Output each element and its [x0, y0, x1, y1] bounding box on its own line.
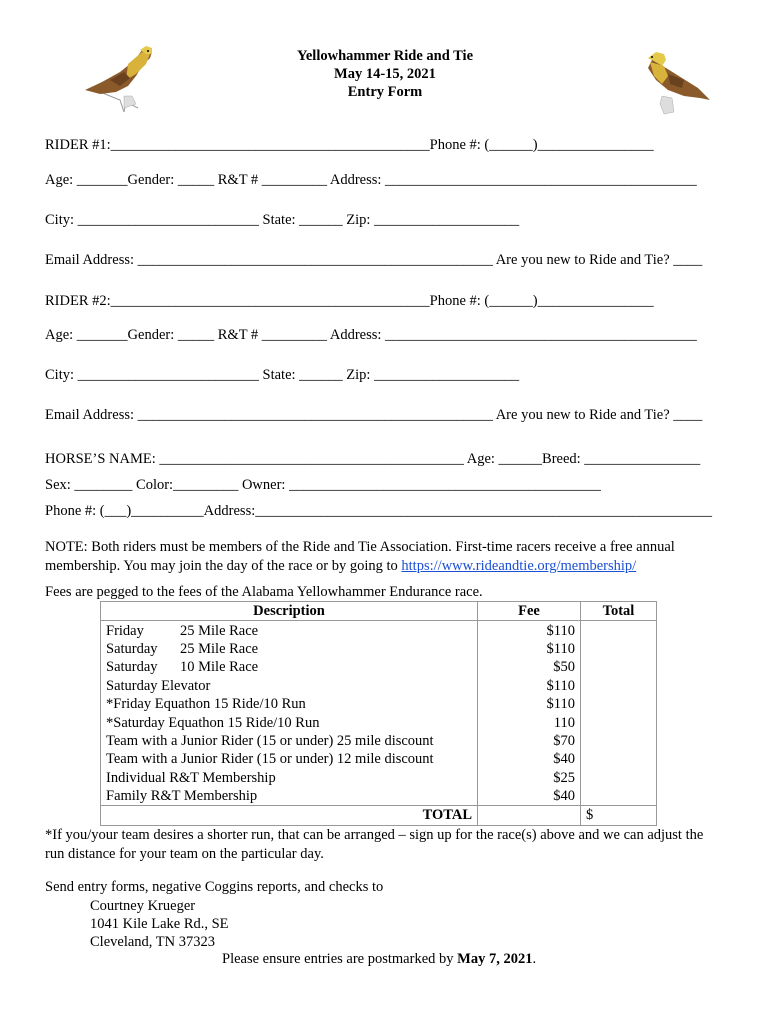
- rider1-age-gender-address-field[interactable]: Age: _______Gender: _____ R&T # _________ Address: ___________________________________________: [45, 172, 697, 188]
- fee-row: [101, 750, 657, 768]
- fee-row: [101, 769, 657, 787]
- total-fee-blank: [478, 806, 581, 825]
- postmark-end: .: [532, 951, 537, 967]
- fee-day: Saturday: [106, 659, 158, 676]
- fee-amount: $50: [478, 658, 581, 676]
- fee-amount: $110: [478, 621, 581, 640]
- form-title: Yellowhammer Ride and Tie: [296, 48, 474, 64]
- fee-day: Individual R&T Membership: [106, 769, 276, 786]
- fee-row: [101, 732, 657, 750]
- fee-total-cell[interactable]: [581, 695, 657, 713]
- fee-amount: $110: [478, 695, 581, 713]
- fee-day: Saturday: [106, 640, 158, 657]
- rider1-email-field[interactable]: Email Address: _________________________________________________ Are you new to Ride and Tie? ____: [45, 252, 703, 268]
- fee-race: 25 Mile Race: [180, 622, 259, 639]
- horse-name-age-breed-field[interactable]: HORSE’S NAME: __________________________________________ Age: ______Breed: ________________: [45, 451, 701, 467]
- fees-intro: Fees are pegged to the fees of the Alabama Yellowhammer Endurance race.: [45, 584, 483, 600]
- fee-total-cell[interactable]: [581, 677, 657, 695]
- fee-total-cell[interactable]: [581, 658, 657, 676]
- fee-total-cell[interactable]: [581, 713, 657, 731]
- fee-header: Fee: [478, 602, 581, 621]
- fees-table: [100, 601, 657, 826]
- fee-row: [101, 677, 657, 695]
- membership-note-text: NOTE: Both riders must be members of the Ride and Tie Association. First-time racers receive a free annual membership. You may join the day of the race or by going to: [45, 539, 675, 574]
- fee-description: [101, 750, 478, 768]
- horse-owner-phone-address-field[interactable]: Phone #: (___)__________Address:_______________________________________________________________: [45, 503, 712, 519]
- total-value-field[interactable]: $: [581, 806, 657, 825]
- rider2-name-phone-field[interactable]: RIDER #2:____________________________________________Phone #: (______)________________: [45, 293, 654, 309]
- fee-description: [101, 658, 478, 676]
- fee-amount: $70: [478, 732, 581, 750]
- form-subtitle: Entry Form: [347, 84, 423, 100]
- fee-total-cell[interactable]: [581, 769, 657, 787]
- fee-row: [101, 787, 657, 806]
- fee-row: [101, 658, 657, 676]
- fee-description: [101, 695, 478, 713]
- total-label: TOTAL: [101, 806, 478, 825]
- horse-sex-color-owner-field[interactable]: Sex: ________ Color:_________ Owner: ___________________________________________: [45, 477, 601, 493]
- fee-description: [101, 769, 478, 787]
- membership-note: [45, 538, 725, 576]
- fee-day: Team with a Junior Rider (15 or under) 25 mile discount: [106, 732, 434, 749]
- fees-total-row: [101, 806, 657, 825]
- membership-link[interactable]: https://www.rideandtie.org/membership/: [401, 558, 637, 574]
- event-dates: May 14-15, 2021: [334, 66, 436, 82]
- fee-row: [101, 621, 657, 640]
- fee-total-cell[interactable]: [581, 750, 657, 768]
- total-header: Total: [581, 602, 657, 621]
- fee-row: [101, 713, 657, 731]
- rider2-age-gender-address-field[interactable]: Age: _______Gender: _____ R&T # _________ Address: ___________________________________________: [45, 327, 697, 343]
- postmark-text: Please ensure entries are postmarked by: [222, 951, 458, 967]
- rider1-city-state-zip-field[interactable]: City: _________________________ State: ______ Zip: ____________________: [45, 212, 520, 228]
- fee-amount: $40: [478, 750, 581, 768]
- fee-day: Saturday Elevator: [106, 677, 211, 694]
- fee-amount: $110: [478, 640, 581, 658]
- fee-race: 10 Mile Race: [180, 659, 259, 676]
- fee-amount: 110: [478, 713, 581, 731]
- mailing-city: Cleveland, TN 37323: [90, 934, 215, 950]
- rider1-name-phone-field[interactable]: RIDER #1:____________________________________________Phone #: (______)________________: [45, 137, 654, 153]
- fee-description: [101, 621, 478, 640]
- fees-table-header: [101, 602, 657, 621]
- fee-day: Friday: [106, 622, 144, 639]
- fee-description: [101, 787, 478, 806]
- fee-row: [101, 640, 657, 658]
- rider2-email-field[interactable]: Email Address: _________________________________________________ Are you new to Ride and Tie? ____: [45, 407, 703, 423]
- fee-description: [101, 640, 478, 658]
- fee-description: [101, 732, 478, 750]
- mailing-intro: Send entry forms, negative Coggins reports, and checks to: [45, 879, 384, 895]
- fee-day: Team with a Junior Rider (15 or under) 12 mile discount: [106, 751, 434, 768]
- rider2-city-state-zip-field[interactable]: City: _________________________ State: ______ Zip: ____________________: [45, 367, 520, 383]
- fee-amount: $40: [478, 787, 581, 806]
- mailing-street: 1041 Kile Lake Rd., SE: [90, 916, 229, 932]
- fee-total-cell[interactable]: [581, 787, 657, 806]
- fee-row: [101, 695, 657, 713]
- fee-total-cell[interactable]: [581, 732, 657, 750]
- fee-total-cell[interactable]: [581, 621, 657, 640]
- fee-race: 25 Mile Race: [180, 640, 259, 657]
- fee-total-cell[interactable]: [581, 640, 657, 658]
- fee-amount: $110: [478, 677, 581, 695]
- fee-description: [101, 713, 478, 731]
- fee-day: *Saturday Equathon 15 Ride/10 Run: [106, 714, 320, 731]
- postmark-deadline: [222, 951, 536, 968]
- postmark-date: May 7, 2021: [457, 951, 533, 967]
- fee-amount: $25: [478, 769, 581, 787]
- fee-day: Family R&T Membership: [106, 788, 258, 805]
- fee-day: *Friday Equathon 15 Ride/10 Run: [106, 696, 306, 713]
- mailing-name: Courtney Krueger: [90, 898, 196, 914]
- shorter-run-note: *If you/your team desires a shorter run, that can be arranged – sign up for the race(s) above and we can adjust the run distance for your team on the particular day.: [45, 827, 704, 862]
- fee-description: [101, 677, 478, 695]
- description-header: Description: [101, 602, 478, 621]
